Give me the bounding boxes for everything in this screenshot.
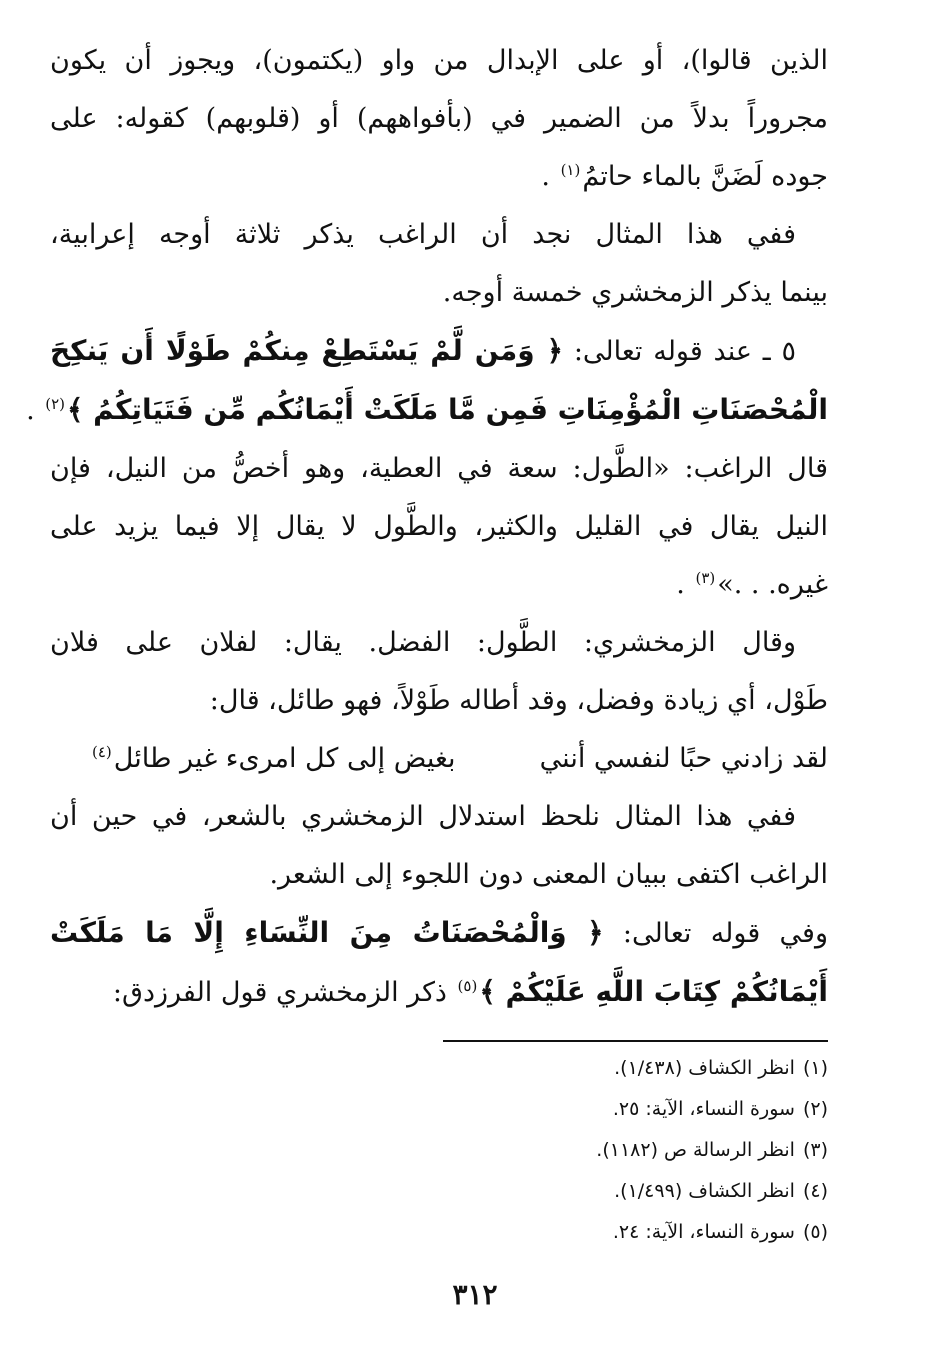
text-span: بغيض إلى كل امرىء غير طائل (113, 743, 456, 774)
footnote-text: انظر الكشاف (١/٤٣٨). (614, 1057, 795, 1079)
text-line: بينما يذكر الزمخشري خمسة أوجه. (442, 277, 828, 308)
text-line: قال الراغب: «الطَّول: سعة في العطية، وهو أخصُّ من النيل، فإن (50, 453, 828, 484)
verse-hemistich-1: لقد زادني حبًا لنفسي أنني (539, 743, 828, 774)
text-line: جوده لَضَنَّ بالماء حاتمُ$^{(١)}$ . (541, 161, 828, 192)
footnote-number: (٢) (802, 1098, 828, 1120)
footnote-ref: (٤) (92, 743, 112, 761)
quran-verse: ﴿ وَمَن لَّمْ يَسْتَطِعْ مِنكُمْ طَوْلًا أَن يَنكِحَ (50, 334, 564, 367)
footnote-number: (٥) (802, 1221, 828, 1243)
footnote-ref: (٥) (457, 977, 478, 995)
text-line (50, 322, 828, 381)
quran-verse: أَيْمَانُكُمْ كِتَابَ اللَّهِ عَلَيْكُمْ ﴾ (479, 975, 828, 1008)
verse-hemistich-2 (50, 730, 456, 788)
footnote-item (50, 1130, 828, 1171)
footnote-ref: (١) (560, 161, 581, 179)
footnote-divider (443, 1040, 828, 1042)
verse-intro: وفي قوله تعالى: (622, 918, 828, 949)
text-line: ففي هذا المثال نجد أن الراغب يذكر ثلاثة أوجه إعرابية، (50, 219, 796, 250)
footnote-text: سورة النساء، الآية: ٢٤. (612, 1221, 795, 1243)
text-line (50, 963, 828, 1022)
footnote-number: (٤) (802, 1180, 828, 1202)
footnote-text: انظر الرسالة ص (١١٨٢). (596, 1139, 795, 1161)
footnotes (50, 1048, 828, 1253)
footnote-item (50, 1212, 828, 1253)
footnote-text: انظر الكشاف (١/٤٩٩). (614, 1180, 795, 1202)
quran-verse: ﴿ وَالْمُحْصَنَاتُ مِنَ النِّسَاءِ إِلَّا مَا مَلَكَتْ (50, 916, 604, 949)
text-span: غيره. . .» (717, 569, 828, 600)
verse-intro: ٥ ـ عند قوله تعالى: (573, 336, 796, 367)
text-line: النيل يقال في القليل والكثير، والطَّول لا يقال إلا فيما يزيد على (50, 511, 828, 542)
page-number: ٣١٢ (452, 1278, 498, 1311)
quran-verse: الْمُحْصَنَاتِ الْمُؤْمِنَاتِ فَمِن مَّا مَلَكَتْ أَيْمَانُكُم مِّن فَتَيَاتِكُمُ ﴾ (67, 393, 828, 426)
text-line: وقال الزمخشري: الطَّول: الفضل. يقال: لفلان على فلان (50, 627, 796, 658)
footnote-item (50, 1048, 828, 1089)
main-text (26, 32, 828, 1022)
footnote-ref: (٢) (45, 395, 66, 413)
footnote-ref: (٣) (695, 569, 716, 587)
text-line: الراغب اكتفى ببيان المعنى دون اللجوء إلى الشعر. (269, 859, 828, 890)
text-line: طَوْل، أي زيادة وفضل، وقد أطاله طَوْلاً، فهو طائل، قال: (209, 685, 828, 716)
footnote-number: (٣) (802, 1139, 828, 1161)
text-line (50, 904, 828, 963)
text-line: ففي هذا المثال نلحظ استدلال الزمخشري بالشعر، في حين أن (50, 801, 796, 832)
footnote-item (50, 1089, 828, 1130)
footnote-item (50, 1171, 828, 1212)
text-line: الْمُحْصَنَاتِ الْمُؤْمِنَاتِ فَمِن مَّا مَلَكَتْ أَيْمَانُكُم مِّن فَتَيَاتِكُمُ ﴾$^{(٢)}$ . (26, 393, 828, 426)
text-line: الذين قالوا)، أو على الإبدال من واو (يكتمون)، ويجوز أن يكون (50, 45, 828, 76)
footnote-text: سورة النساء، الآية: ٢٥. (612, 1098, 795, 1120)
text-line: غيره. . .»$^{(٣)}$ . (676, 569, 828, 600)
text-span: جوده لَضَنَّ بالماء حاتمُ (582, 161, 828, 192)
poetry-verse (50, 730, 828, 788)
footnote-number: (١) (802, 1057, 828, 1079)
text-line: مجروراً بدلاً من الضمير في (بأفواههم) أو (قلوبهم) كقوله: على (50, 103, 828, 134)
text-span: ذكر الزمخشري قول الفرزدق: (112, 977, 447, 1008)
page-body (26, 32, 828, 1369)
